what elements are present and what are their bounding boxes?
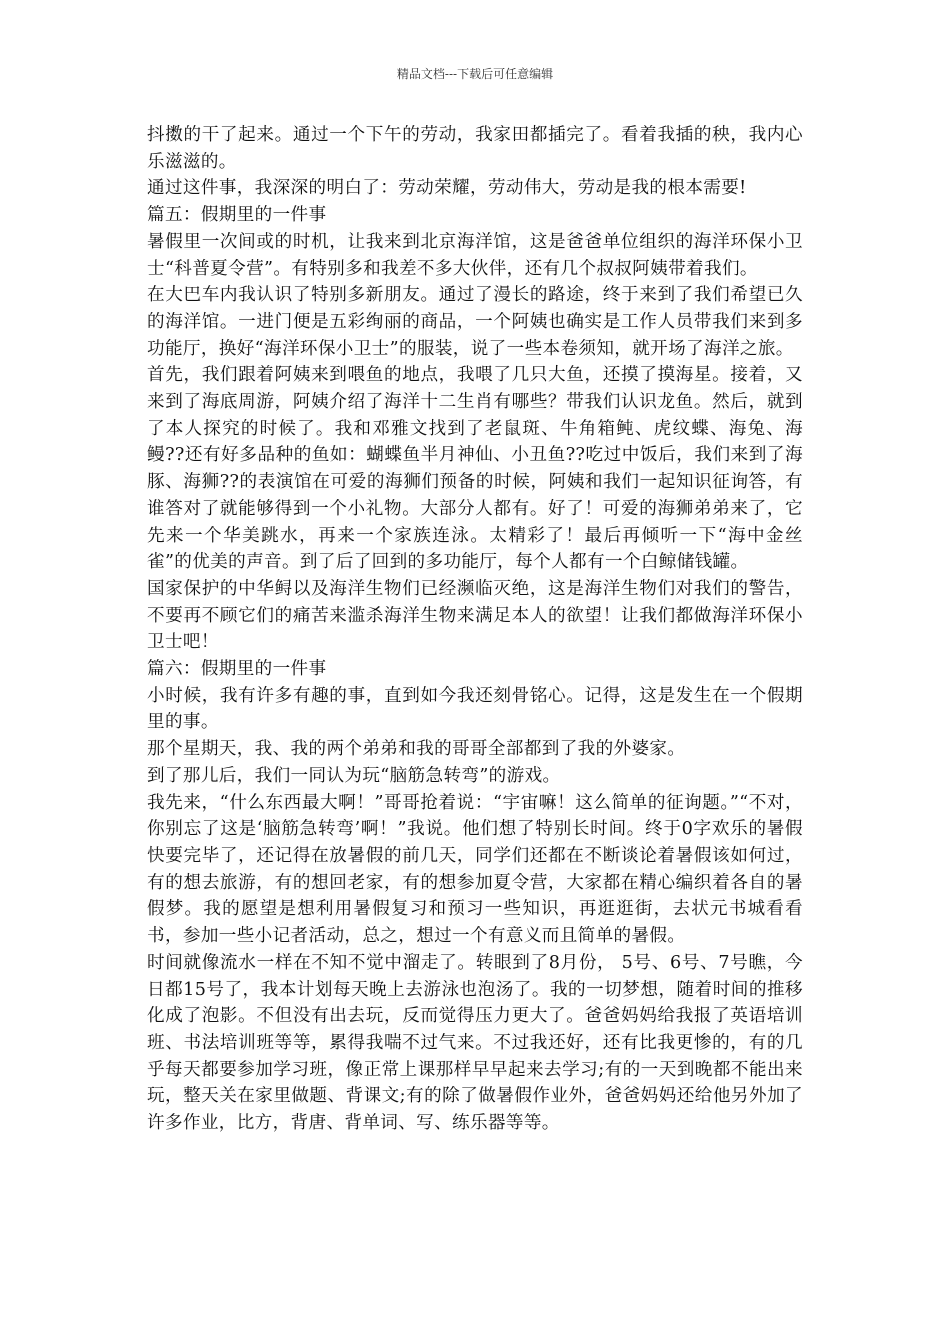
paragraph: 暑假里一次间或的时机，让我来到北京海洋馆，这是爸爸单位组织的海洋环保小卫士“科普夏令营”。有特别多和我差不多大伙伴，还有几个叔叔阿姨带着我们。 (147, 231, 803, 279)
paragraph: 时间就像流水一样在不知不觉中溜走了。转眼到了8月份， 5号、6号、7号瞧，今日都15号了，我本计划每天晚上去游泳也泡汤了。我的一切梦想，随着时间的推移化成了泡影。不但没有出去玩，反而觉得压力更大了。爸爸妈妈给我报了英语培训班、书法培训班等等，累得我喘不过气来。不过我还好，还有比我更惨的，有的几乎每天都要参加学习班，像正常上课那样早早起来去学习;有的一天到晚都不能出来玩，整天关在家里做题、背课文;有的除了做暑假作业外，爸爸妈妈还给他另外加了许多作业，比方，背唐、背单词、写、练乐器等等。 (147, 952, 803, 1134)
paragraph: 到了那儿后，我们一同认为玩“脑筋急转弯”的游戏。 (147, 765, 561, 786)
paragraph: 国家保护的中华鲟以及海洋生物们已经濒临灭绝，这是海洋生物们对我们的警告，不要再不顾它们的痛苦来滥杀海洋生物来满足本人的欲望！让我们都做海洋环保小卫士吧！ (147, 578, 803, 653)
page-header: 精品文档---下载后可任意编辑 (396, 67, 554, 81)
section-heading: 篇六：假期里的一件事 (147, 659, 327, 680)
paragraph: 小时候，我有许多有趣的事，直到如今我还刻骨铭心。记得，这是发生在一个假期里的事。 (147, 685, 803, 733)
document-body (147, 122, 803, 1137)
paragraph: 我先来，“什么东西最大啊！”哥哥抢着说：“宇宙嘛！这么简单的征询题。”“不对，你别忘了这是‘脑筋急转弯’啊！”我说。他们想了特别长时间。终于0字欢乐的暑假快要完毕了，还记得在放暑假的前几天，同学们还都在不断谈论着暑假该如何过，有的想去旅游，有的想回老家，有的想参加夏令营，大家都在精心编织着各自的暑假梦。我的愿望是想利用暑假复习和预习一些知识，再逛逛街，去状元书城看看书，参加一些小记者活动，总之，想过一个有意义而且简单的暑假。 (147, 792, 803, 947)
section-heading: 篇五：假期里的一件事 (147, 205, 327, 226)
paragraph: 首先，我们跟着阿姨来到喂鱼的地点，我喂了几只大鱼，还摸了摸海星。接着，又来到了海底周游，阿姨介绍了海洋十二生肖有哪些？带我们认识龙鱼。然后，就到了本人探究的时候了。我和邓雅文找到了老鼠斑、牛角箱鲀、虎纹蝶、海兔、海鳗??还有好多品种的鱼如：蝴蝶鱼半月神仙、小丑鱼??吃过中饭后，我们来到了海豚、海狮??的表演馆在可爱的海狮们预备的时候，阿姨和我们一起知识征询答，有谁答对了就能够得到一个小礼物。大部分人都有。好了！可爱的海狮弟弟来了，它先来一个华美跳水，再来一个家族连泳。太精彩了！最后再倾听一下“海中金丝雀”的优美的声音。到了后了回到的多功能厅，每个人都有一个白鲸储钱罐。 (147, 365, 803, 573)
paragraph: 在大巴车内我认识了特别多新朋友。通过了漫长的路途，终于来到了我们希望已久的海洋馆。一进门便是五彩绚丽的商品，一个阿姨也确实是工作人员带我们来到多功能厅，换好“海洋环保小卫士”的服装，说了一些本卷须知，就开场了海洋之旅。 (147, 285, 803, 359)
paragraph: 那个星期天，我、我的两个弟弟和我的哥哥全部都到了我的外婆家。 (147, 739, 686, 760)
paragraph: 抖擞的干了起来。通过一个下午的劳动，我家田都插完了。看着我插的秧，我内心乐滋滋的。 (147, 125, 803, 172)
paragraph: 通过这件事，我深深的明白了：劳动荣耀，劳动伟大，劳动是我的根本需要! (147, 178, 747, 199)
